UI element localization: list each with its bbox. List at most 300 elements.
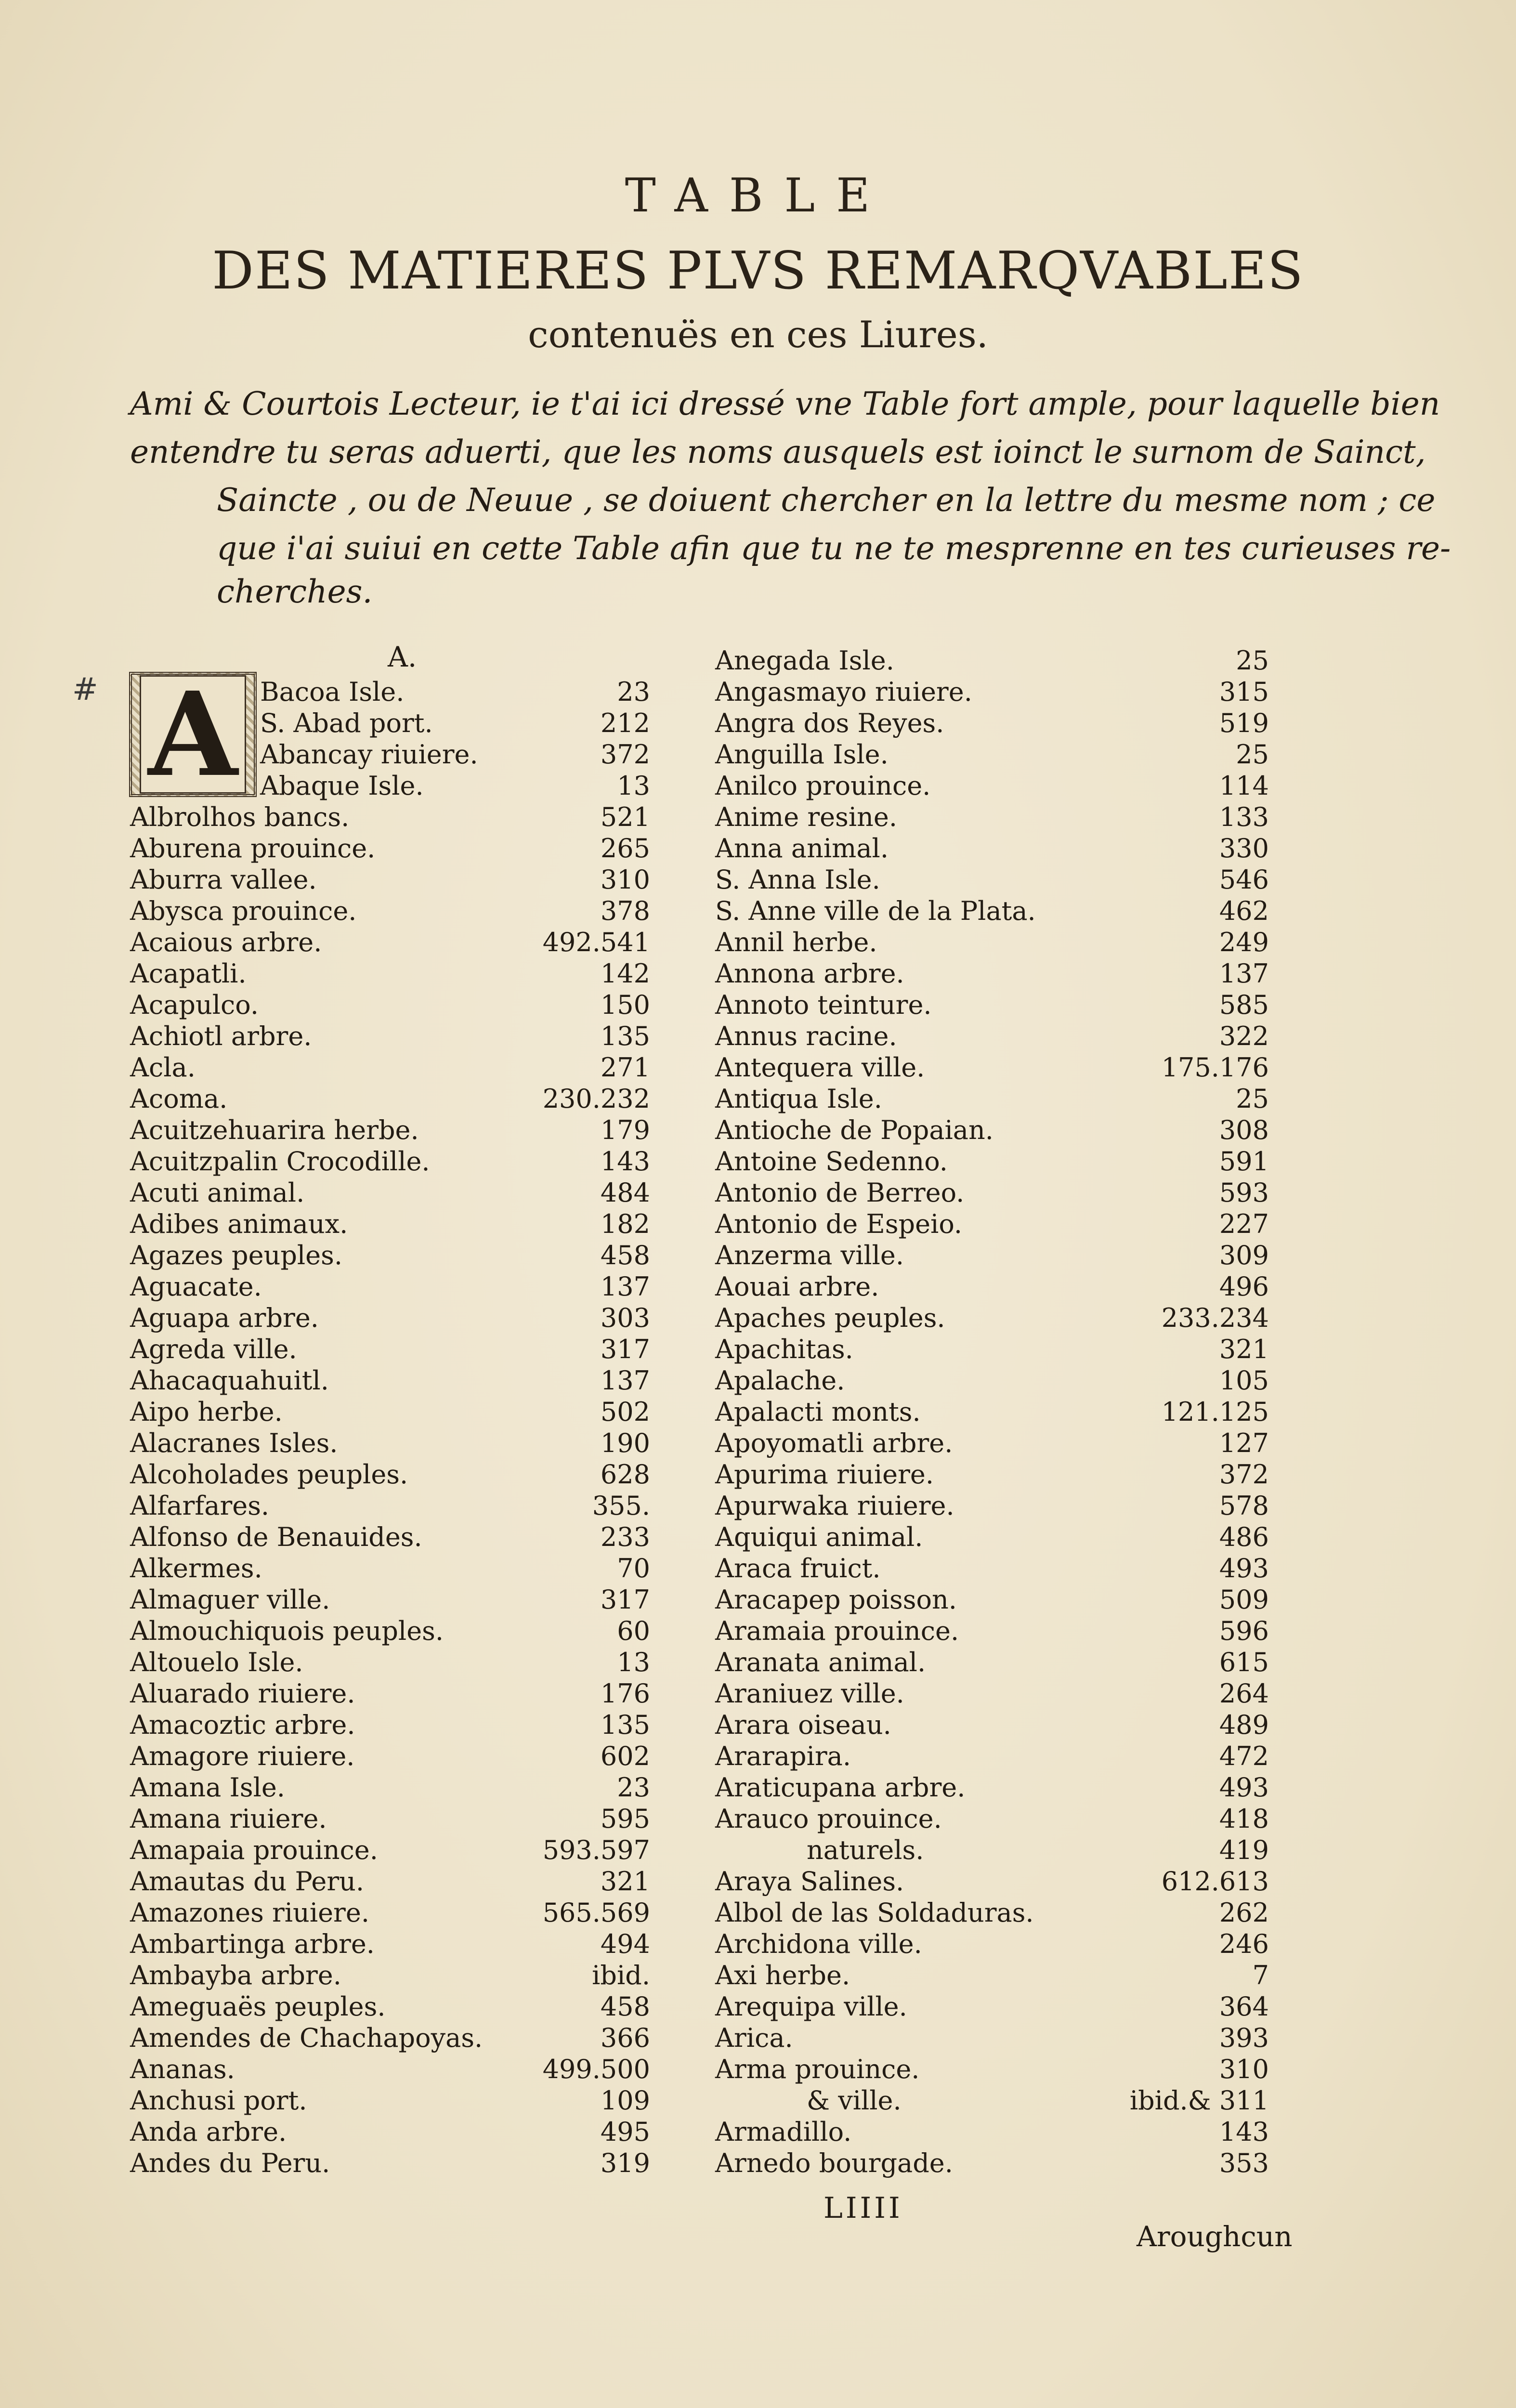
index-entry bbox=[130, 958, 650, 989]
entry-page: 176 bbox=[600, 1678, 650, 1709]
entry-page: 353 bbox=[1219, 2148, 1269, 2178]
index-entry bbox=[715, 1741, 1269, 1772]
entry-name: Anilco prouince. bbox=[715, 771, 931, 801]
entry-page: 109 bbox=[600, 2085, 650, 2116]
index-entry bbox=[130, 2054, 650, 2085]
index-entry bbox=[130, 1052, 650, 1083]
entry-name: Amacoztic arbre. bbox=[130, 1710, 355, 1740]
entry-name: Apachitas. bbox=[715, 1334, 853, 1364]
index-entry bbox=[130, 927, 650, 958]
index-entry bbox=[715, 864, 1269, 895]
page-title: TABLE bbox=[625, 169, 891, 222]
entry-name: Amendes de Chachapoyas. bbox=[130, 2023, 483, 2053]
entry-name: Ananas. bbox=[130, 2054, 235, 2084]
index-entry bbox=[715, 990, 1269, 1021]
entry-name: Arma prouince. bbox=[715, 2054, 920, 2084]
index-entry bbox=[715, 1616, 1269, 1647]
entry-name: Anzerma ville. bbox=[715, 1240, 904, 1270]
index-entry bbox=[715, 2148, 1269, 2179]
entry-name: Aramaia prouince. bbox=[715, 1616, 959, 1646]
entry-page: 246 bbox=[1219, 1929, 1269, 1959]
index-entry bbox=[130, 1960, 650, 1991]
entry-page: 105 bbox=[1219, 1365, 1269, 1396]
entry-name: Apoyomatli arbre. bbox=[715, 1428, 953, 1458]
entry-name: S. Anna Isle. bbox=[715, 864, 880, 895]
index-entry bbox=[130, 1334, 650, 1365]
entry-page: ibid. bbox=[592, 1960, 650, 1990]
entry-page: 565.569 bbox=[542, 1898, 650, 1928]
entry-name: Anna animal. bbox=[715, 833, 889, 864]
index-entry bbox=[130, 2117, 650, 2147]
entry-name: Abysca prouince. bbox=[130, 896, 357, 926]
index-entry bbox=[715, 2085, 1269, 2116]
entry-page: 23 bbox=[617, 677, 650, 707]
index-entry bbox=[130, 1898, 650, 1928]
entry-page: 309 bbox=[1219, 1240, 1269, 1270]
entry-name: Ameguaës peuples. bbox=[130, 1991, 386, 2022]
entry-page: 190 bbox=[600, 1428, 650, 1458]
entry-page: 585 bbox=[1219, 990, 1269, 1020]
index-entry bbox=[130, 1929, 650, 1960]
entry-name: Annoto teinture. bbox=[715, 990, 932, 1020]
entry-page: 593.597 bbox=[542, 1835, 650, 1865]
entry-page: 462 bbox=[1219, 896, 1269, 926]
entry-page: 60 bbox=[617, 1616, 650, 1646]
entry-page: 596 bbox=[1219, 1616, 1269, 1646]
index-entry bbox=[715, 1929, 1269, 1960]
entry-name: Angra dos Reyes. bbox=[715, 708, 944, 738]
entry-page: 25 bbox=[1236, 645, 1269, 676]
entry-page: 262 bbox=[1219, 1898, 1269, 1928]
index-entry bbox=[130, 1772, 650, 1803]
entry-name: S. Anne ville de la Plata. bbox=[715, 896, 1036, 926]
index-entry bbox=[130, 1491, 650, 1521]
entry-page: 308 bbox=[1219, 1115, 1269, 1145]
entry-name: Aguacate. bbox=[130, 1271, 262, 1302]
entry-name: Antonio de Berreo. bbox=[715, 1178, 965, 1208]
entry-page: 127 bbox=[1219, 1428, 1269, 1458]
entry-name: Armadillo. bbox=[715, 2117, 852, 2147]
entry-page: 364 bbox=[1219, 1991, 1269, 2022]
index-entry bbox=[715, 2023, 1269, 2054]
entry-name: Amapaia prouince. bbox=[130, 1835, 378, 1865]
entry-name: Alfarfares. bbox=[130, 1491, 270, 1521]
intro-line-4: que i'ai suiui en cette Table afin que tu ne te mesprenne en tes curieuses re- bbox=[217, 530, 1451, 567]
entry-page: 265 bbox=[600, 833, 650, 864]
index-entry bbox=[130, 1365, 650, 1396]
index-entry bbox=[715, 1178, 1269, 1208]
entry-page: 602 bbox=[600, 1741, 650, 1771]
entry-name: Arara oiseau. bbox=[715, 1710, 891, 1740]
entry-name: Anegada Isle. bbox=[715, 645, 894, 676]
entry-name: Amana Isle. bbox=[130, 1772, 285, 1803]
entry-name: Annona arbre. bbox=[715, 958, 904, 989]
entry-name: Acla. bbox=[130, 1052, 196, 1083]
entry-page: 493 bbox=[1219, 1553, 1269, 1584]
index-entry bbox=[130, 1835, 650, 1866]
entry-name: Abaque Isle. bbox=[260, 771, 424, 801]
entry-page: 143 bbox=[1219, 2117, 1269, 2147]
entry-page: 493 bbox=[1219, 1772, 1269, 1803]
index-entry bbox=[130, 1021, 650, 1052]
index-entry bbox=[130, 1678, 650, 1709]
index-entry bbox=[715, 1021, 1269, 1052]
entry-page: 271 bbox=[600, 1052, 650, 1083]
page-subtitle: DES MATIERES PLVS REMARQVABLES bbox=[212, 241, 1304, 301]
entry-name: Araya Salines. bbox=[715, 1866, 904, 1897]
index-entry bbox=[715, 1491, 1269, 1521]
entry-page: 578 bbox=[1219, 1491, 1269, 1521]
index-entry bbox=[130, 864, 650, 895]
entry-page: 499.500 bbox=[542, 2054, 650, 2084]
entry-page: 484 bbox=[600, 1178, 650, 1208]
entry-name: Almouchiquois peuples. bbox=[130, 1616, 444, 1646]
page-subtitle-secondary: contenuës en ces Liures. bbox=[528, 313, 988, 356]
entry-page: 137 bbox=[600, 1271, 650, 1302]
entry-page: 182 bbox=[600, 1209, 650, 1239]
index-entry bbox=[130, 833, 650, 864]
entry-page: 591 bbox=[1219, 1146, 1269, 1177]
entry-page: 230.232 bbox=[542, 1084, 650, 1114]
entry-page: 264 bbox=[1219, 1678, 1269, 1709]
entry-name: Acapatli. bbox=[130, 958, 247, 989]
entry-page: 227 bbox=[1219, 1209, 1269, 1239]
entry-name: Alcoholades peuples. bbox=[130, 1459, 408, 1490]
entry-name: Arica. bbox=[715, 2023, 793, 2053]
index-entry bbox=[715, 1804, 1269, 1834]
entry-page: 330 bbox=[1219, 833, 1269, 864]
entry-name: Amautas du Peru. bbox=[130, 1866, 365, 1897]
entry-page: 121.125 bbox=[1161, 1397, 1269, 1427]
index-entry bbox=[715, 1866, 1269, 1897]
entry-page: 315 bbox=[1219, 677, 1269, 707]
index-entry bbox=[130, 2085, 650, 2116]
entry-name: Antiqua Isle. bbox=[715, 1084, 882, 1114]
entry-page: 212 bbox=[600, 708, 650, 738]
index-entry bbox=[715, 1365, 1269, 1396]
entry-name: naturels. bbox=[807, 1835, 924, 1865]
entry-name: Araniuez ville. bbox=[715, 1678, 904, 1709]
entry-name: Almaguer ville. bbox=[130, 1584, 330, 1615]
index-entry bbox=[715, 1553, 1269, 1584]
entry-page: 472 bbox=[1219, 1741, 1269, 1771]
entry-page: 135 bbox=[600, 1021, 650, 1051]
entry-page: 114 bbox=[1219, 771, 1269, 801]
decorated-initial bbox=[129, 667, 257, 802]
index-entry bbox=[130, 802, 650, 833]
entry-name: Ambartinga arbre. bbox=[130, 1929, 375, 1959]
entry-name: Aluarado riuiere. bbox=[130, 1678, 355, 1709]
index-entry bbox=[715, 1084, 1269, 1114]
intro-line-2: entendre tu seras aduerti, que les noms ausquels est ioinct le surnom de Sainct, bbox=[130, 433, 1426, 471]
entry-page: 372 bbox=[1219, 1459, 1269, 1490]
index-entry bbox=[715, 2117, 1269, 2147]
entry-name: Amazones riuiere. bbox=[130, 1898, 369, 1928]
entry-name: Apurwaka riuiere. bbox=[715, 1491, 954, 1521]
entry-name: Araticupana arbre. bbox=[715, 1772, 966, 1803]
entry-name: Acaious arbre. bbox=[130, 927, 322, 957]
entry-page: 355. bbox=[592, 1491, 650, 1521]
entry-page: 25 bbox=[1236, 1084, 1269, 1114]
entry-page: 143 bbox=[600, 1146, 650, 1177]
index-entry bbox=[715, 1334, 1269, 1365]
index-entry bbox=[715, 1052, 1269, 1083]
entry-name: Aouai arbre. bbox=[715, 1271, 879, 1302]
entry-name: Antoine Sedenno. bbox=[715, 1146, 948, 1177]
index-entry bbox=[130, 1303, 650, 1334]
entry-page: 25 bbox=[1236, 739, 1269, 770]
entry-page: 13 bbox=[617, 771, 650, 801]
index-entry bbox=[130, 1584, 650, 1615]
entry-name: Arequipa ville. bbox=[715, 1991, 907, 2022]
index-entry bbox=[130, 1240, 650, 1271]
index-entry bbox=[715, 1647, 1269, 1678]
entry-name: Axi herbe. bbox=[715, 1960, 850, 1990]
entry-page: 135 bbox=[600, 1710, 650, 1740]
entry-page: 628 bbox=[600, 1459, 650, 1490]
entry-name: Arnedo bourgade. bbox=[715, 2148, 953, 2178]
entry-page: 150 bbox=[600, 990, 650, 1020]
entry-name: Acapulco. bbox=[130, 990, 259, 1020]
entry-page: 495 bbox=[600, 2117, 650, 2147]
index-entry bbox=[715, 896, 1269, 927]
entry-page: 133 bbox=[1219, 802, 1269, 832]
entry-page: 7 bbox=[1252, 1960, 1269, 1990]
index-entry bbox=[715, 1146, 1269, 1177]
index-entry bbox=[130, 1209, 650, 1240]
entry-page: 303 bbox=[600, 1303, 650, 1333]
entry-page: 317 bbox=[600, 1584, 650, 1615]
index-entry bbox=[715, 677, 1269, 707]
entry-name: Arauco prouince. bbox=[715, 1804, 942, 1834]
entry-page: 546 bbox=[1219, 864, 1269, 895]
entry-name: Acuitzpalin Crocodille. bbox=[130, 1146, 430, 1177]
entry-name: Ahacaquahuitl. bbox=[130, 1365, 329, 1396]
index-entry bbox=[260, 739, 650, 770]
entry-name: Acuitzehuarira herbe. bbox=[130, 1115, 419, 1145]
entry-name: Bacoa Isle. bbox=[260, 677, 405, 707]
entry-page: 317 bbox=[600, 1334, 650, 1364]
entry-page: 13 bbox=[617, 1647, 650, 1677]
entry-page: 378 bbox=[600, 896, 650, 926]
entry-page: 393 bbox=[1219, 2023, 1269, 2053]
intro-line-1: Ami & Courtois Lecteur, ie t'ai ici dressé vne Table fort ample, pour laquelle bien bbox=[130, 385, 1440, 422]
entry-page: 615 bbox=[1219, 1647, 1269, 1677]
entry-page: 310 bbox=[1219, 2054, 1269, 2084]
entry-name: Achiotl arbre. bbox=[130, 1021, 312, 1051]
entry-page: 23 bbox=[617, 1772, 650, 1803]
index-entry bbox=[715, 1115, 1269, 1146]
entry-name: Albol de las Soldaduras. bbox=[715, 1898, 1034, 1928]
entry-page: 179 bbox=[600, 1115, 650, 1145]
entry-name: Adibes animaux. bbox=[130, 1209, 348, 1239]
index-entry bbox=[130, 1084, 650, 1114]
entry-name: Annus racine. bbox=[715, 1021, 897, 1051]
entry-name: Acoma. bbox=[130, 1084, 228, 1114]
entry-name: Apalacti monts. bbox=[715, 1397, 921, 1427]
index-entry bbox=[715, 1835, 1269, 1866]
entry-page: 418 bbox=[1219, 1804, 1269, 1834]
entry-name: Anime resine. bbox=[715, 802, 898, 832]
index-entry bbox=[130, 1459, 650, 1490]
entry-page: 233.234 bbox=[1161, 1303, 1269, 1333]
entry-name: S. Abad port. bbox=[260, 708, 433, 738]
entry-name: & ville. bbox=[807, 2085, 902, 2116]
entry-page: 321 bbox=[600, 1866, 650, 1897]
entry-name: Acuti animal. bbox=[130, 1178, 305, 1208]
entry-name: Altouelo Isle. bbox=[130, 1647, 303, 1677]
entry-name: Antequera ville. bbox=[715, 1052, 925, 1083]
entry-name: Anguilla Isle. bbox=[715, 739, 889, 770]
entry-page: 321 bbox=[1219, 1334, 1269, 1364]
index-entry bbox=[715, 1522, 1269, 1553]
entry-page: 319 bbox=[600, 2148, 650, 2178]
entry-name: Apaches peuples. bbox=[715, 1303, 945, 1333]
index-entry bbox=[130, 1115, 650, 1146]
entry-page: 521 bbox=[600, 802, 650, 832]
entry-page: 233 bbox=[600, 1522, 650, 1552]
intro-line-3: Saincte , ou de Neuue , se doiuent chercher en la lettre du mesme nom ; ce bbox=[217, 482, 1436, 519]
index-entry bbox=[130, 1991, 650, 2022]
entry-page: ibid.& 311 bbox=[1129, 2085, 1269, 2116]
entry-name: Alfonso de Benauides. bbox=[130, 1522, 422, 1552]
index-entry bbox=[130, 896, 650, 927]
index-entry bbox=[715, 802, 1269, 833]
entry-name: Annil herbe. bbox=[715, 927, 877, 957]
index-entry bbox=[715, 739, 1269, 770]
signature-mark: LIIII bbox=[823, 2191, 903, 2225]
entry-page: 458 bbox=[600, 1991, 650, 2022]
entry-page: 372 bbox=[600, 739, 650, 770]
entry-page: 175.176 bbox=[1161, 1052, 1269, 1083]
index-entry bbox=[130, 1428, 650, 1459]
index-entry bbox=[715, 1991, 1269, 2022]
index-entry bbox=[715, 1303, 1269, 1334]
index-entry bbox=[715, 1584, 1269, 1615]
entry-page: 595 bbox=[600, 1804, 650, 1834]
entry-name: Antonio de Espeio. bbox=[715, 1209, 963, 1239]
index-entry bbox=[715, 1428, 1269, 1459]
entry-name: Alkermes. bbox=[130, 1553, 262, 1584]
index-entry bbox=[715, 1772, 1269, 1803]
entry-page: 612.613 bbox=[1161, 1866, 1269, 1897]
entry-name: Aguapa arbre. bbox=[130, 1303, 319, 1333]
entry-name: Antioche de Popaian. bbox=[715, 1115, 993, 1145]
index-entry bbox=[130, 1866, 650, 1897]
index-entry bbox=[130, 1146, 650, 1177]
index-entry bbox=[130, 2023, 650, 2054]
entry-page: 496 bbox=[1219, 1271, 1269, 1302]
entry-name: Ambayba arbre. bbox=[130, 1960, 341, 1990]
index-entry bbox=[715, 645, 1269, 676]
entry-page: 249 bbox=[1219, 927, 1269, 957]
index-entry bbox=[130, 1178, 650, 1208]
index-entry bbox=[715, 1271, 1269, 1302]
index-entry bbox=[130, 2148, 650, 2179]
index-entry bbox=[715, 771, 1269, 801]
entry-page: 419 bbox=[1219, 1835, 1269, 1865]
entry-page: 486 bbox=[1219, 1522, 1269, 1552]
entry-page: 366 bbox=[600, 2023, 650, 2053]
index-entry bbox=[715, 1898, 1269, 1928]
entry-name: Andes du Peru. bbox=[130, 2148, 330, 2178]
index-entry bbox=[130, 1397, 650, 1427]
catchword: Aroughcun bbox=[1137, 2220, 1293, 2253]
entry-page: 142 bbox=[600, 958, 650, 989]
index-entry bbox=[130, 990, 650, 1021]
entry-name: Angasmayo riuiere. bbox=[715, 677, 972, 707]
entry-name: Albrolhos bancs. bbox=[130, 802, 350, 832]
index-entry bbox=[715, 1678, 1269, 1709]
index-entry bbox=[130, 1522, 650, 1553]
entry-name: Amagore riuiere. bbox=[130, 1741, 355, 1771]
entry-name: Araca fruict. bbox=[715, 1553, 881, 1584]
entry-name: Agreda ville. bbox=[130, 1334, 297, 1364]
entry-name: Aburra vallee. bbox=[130, 864, 317, 895]
index-entry bbox=[130, 1647, 650, 1678]
entry-page: 494 bbox=[600, 1929, 650, 1959]
index-entry bbox=[260, 771, 650, 801]
entry-name: Aranata animal. bbox=[715, 1647, 926, 1677]
initial-letter: A bbox=[140, 675, 246, 794]
entry-page: 502 bbox=[600, 1397, 650, 1427]
index-entry bbox=[715, 833, 1269, 864]
index-entry bbox=[130, 1741, 650, 1772]
margin-mark: # bbox=[72, 672, 98, 707]
entry-name: Aburena prouince. bbox=[130, 833, 376, 864]
entry-page: 519 bbox=[1219, 708, 1269, 738]
entry-page: 489 bbox=[1219, 1710, 1269, 1740]
entry-name: Apalache. bbox=[715, 1365, 845, 1396]
index-entry bbox=[715, 1397, 1269, 1427]
entry-name: Aquiqui animal. bbox=[715, 1522, 923, 1552]
index-entry bbox=[715, 708, 1269, 739]
entry-page: 137 bbox=[600, 1365, 650, 1396]
index-entry bbox=[715, 1960, 1269, 1991]
index-entry bbox=[260, 708, 650, 739]
index-entry bbox=[130, 1804, 650, 1834]
entry-name: Anda arbre. bbox=[130, 2117, 287, 2147]
entry-name: Alacranes Isles. bbox=[130, 1428, 338, 1458]
entry-page: 492.541 bbox=[542, 927, 650, 957]
entry-page: 509 bbox=[1219, 1584, 1269, 1615]
index-entry bbox=[715, 958, 1269, 989]
index-entry bbox=[130, 1710, 650, 1741]
index-entry bbox=[260, 677, 650, 707]
index-entry bbox=[715, 1710, 1269, 1741]
entry-name: Anchusi port. bbox=[130, 2085, 307, 2116]
entry-page: 322 bbox=[1219, 1021, 1269, 1051]
index-entry bbox=[130, 1553, 650, 1584]
entry-page: 310 bbox=[600, 864, 650, 895]
letter-heading: A. bbox=[388, 641, 417, 673]
index-entry bbox=[715, 2054, 1269, 2085]
index-entry bbox=[130, 1271, 650, 1302]
index-entry bbox=[715, 1459, 1269, 1490]
entry-name: Aipo herbe. bbox=[130, 1397, 283, 1427]
index-entry bbox=[715, 1209, 1269, 1240]
entry-name: Ararapira. bbox=[715, 1741, 851, 1771]
entry-page: 137 bbox=[1219, 958, 1269, 989]
entry-name: Amana riuiere. bbox=[130, 1804, 327, 1834]
index-entry bbox=[130, 1616, 650, 1647]
index-entry bbox=[715, 927, 1269, 958]
entry-page: 70 bbox=[617, 1553, 650, 1584]
intro-line-5: cherches. bbox=[217, 573, 373, 610]
index-entry bbox=[715, 1240, 1269, 1271]
entry-name: Aracapep poisson. bbox=[715, 1584, 957, 1615]
entry-name: Agazes peuples. bbox=[130, 1240, 343, 1270]
